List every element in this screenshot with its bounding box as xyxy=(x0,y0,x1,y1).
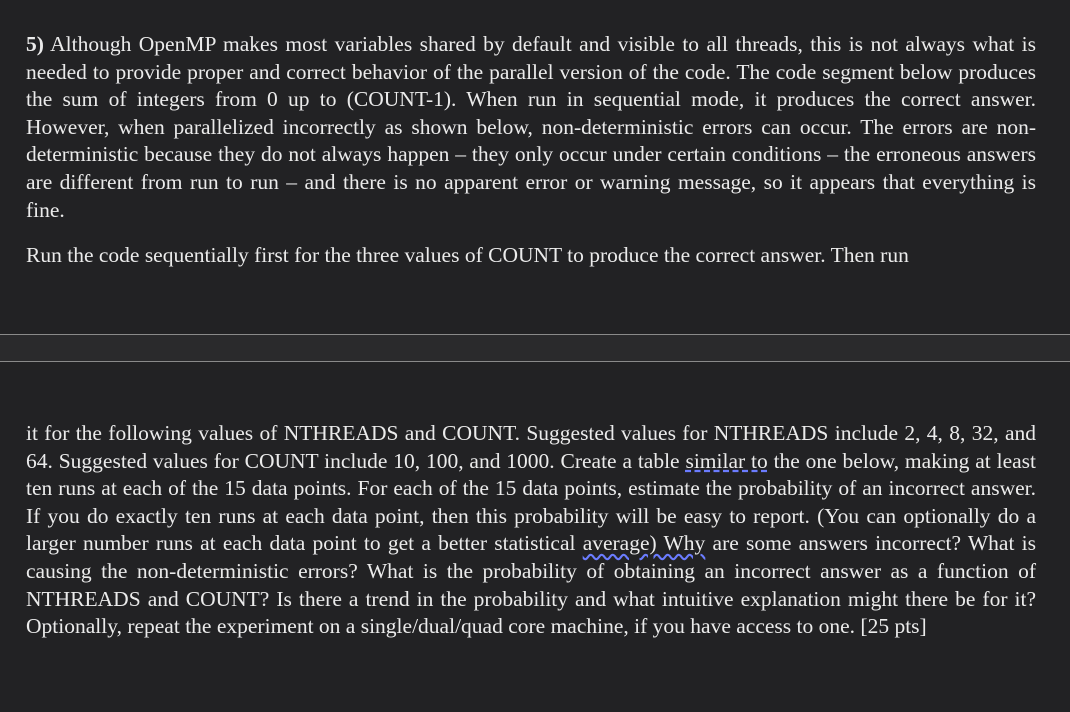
page-break-divider xyxy=(0,334,1070,362)
question-bottom-section xyxy=(0,362,1070,712)
question-continued-paragraph xyxy=(26,420,1036,641)
continued-text-a: it for the following values of NTHREADS and COUNT. Suggested values for NTHREADS include 2, 4, 8, 32, and 64. Suggested values for COUNT include 10, 100, and 1000. Create a table xyxy=(26,421,1036,473)
question-number: 5) xyxy=(26,32,44,56)
question-intro-paragraph xyxy=(26,31,1036,224)
grammar-flag-similar-to[interactable]: similar to xyxy=(685,448,768,473)
run-instruction-line: Run the code sequentially first for the three values of COUNT to produce the correct answer. Then run xyxy=(26,243,909,267)
grammar-flag-average-why[interactable]: average) Why xyxy=(582,531,706,556)
question-intro-text: Although OpenMP makes most variables shared by default and visible to all threads, this is not always what is needed to provide proper and correct behavior of the parallel version of the code. The code segment below produces the sum of integers from 0 up to (COUNT-1). When run in sequential mode, it produces the correct answer. However, when parallelized incorrectly as shown below, non-deterministic errors can occur. The errors are non-deterministic because they do not always happen – they only occur under certain conditions – the erroneous answers are different from run to run – and there is no apparent error or warning message, so it appears that everything is fine. xyxy=(26,32,1036,222)
continued-text-b: the one below, making at least ten runs at each of the 15 data points. For each of the 15 data points, estimate the probability of an incorrect answer. If you do exactly ten runs at each data point, then this probability will be easy to report. (You can optionally do a larger number runs at each data point to get a better statistical xyxy=(26,448,1036,556)
question-top-section xyxy=(0,0,1070,334)
continued-text-c: are some answers incorrect? What is causing the non-deterministic errors? What is the probability of obtaining an incorrect answer as a function of NTHREADS and COUNT? Is there a trend in the probability and what intuitive explanation might there be for it? Optionally, repeat the experiment on a single/dual/quad core machine, if you have access to one. [25 pts] xyxy=(26,531,1036,639)
